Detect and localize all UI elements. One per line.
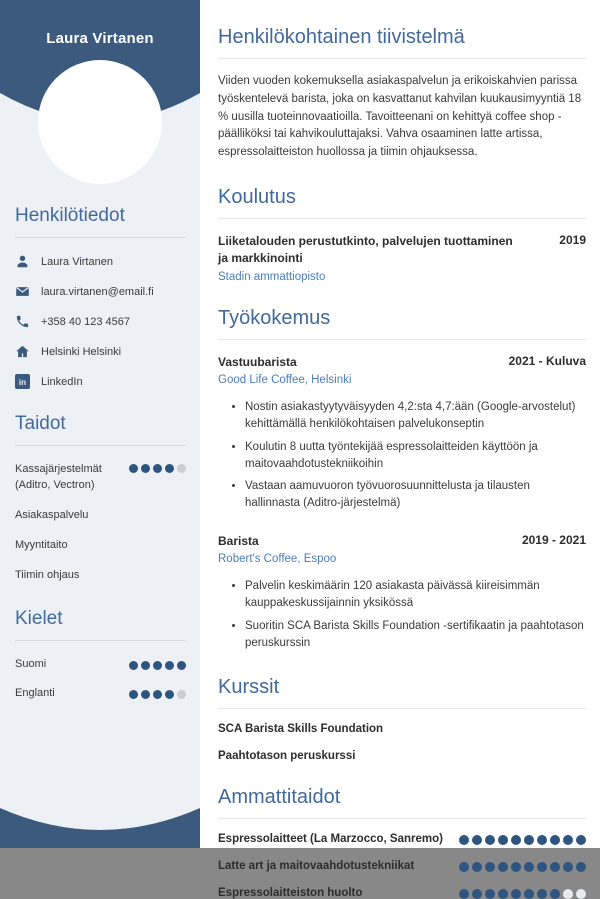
dot-filled (153, 661, 162, 670)
job-bullet: • Koulutin 8 uutta työntekijää espressolaitteiden käyttöön ja maitovaahdotustekniikoihin (245, 439, 586, 474)
contact-item (15, 254, 186, 269)
job-bullets (218, 578, 586, 652)
company-name: Robert's Coffee, Espoo (218, 553, 337, 566)
dot-filled (165, 661, 174, 670)
experience-entry (218, 533, 586, 652)
dot-empty (177, 464, 186, 473)
dot-filled (129, 690, 138, 699)
job-bullet: • Palvelin keskimäärin 120 asiakasta päivässä kiireisimmän kauppakeskussijainnin yksikössä (245, 578, 586, 613)
job-title: Barista (218, 533, 259, 548)
rating-dots (459, 835, 586, 845)
language-label: Suomi (15, 657, 47, 670)
dot-filled (563, 835, 573, 845)
person-icon (15, 254, 30, 269)
section-professional-skills (218, 786, 586, 899)
dot-filled (524, 835, 534, 845)
dot-filled (141, 661, 150, 670)
dot-empty (563, 889, 573, 899)
professional-skill-label: Espressolaitteet (La Marzocco, Sanremo) (218, 833, 443, 846)
job-bullet: • Vastaan aamuvuoron työvuorosuunnittelusta ja tilausten hallinnasta (Aditro-järjestelmä) (245, 478, 586, 513)
contact-item-text: +358 40 123 4567 (41, 315, 131, 328)
dot-filled (563, 862, 573, 872)
dot-filled (177, 661, 186, 670)
skills-section-title: Taidot (15, 413, 186, 446)
rating-dots (129, 661, 186, 670)
skills-list (15, 462, 186, 584)
section-experience (218, 307, 586, 652)
dot-filled (141, 690, 150, 699)
phone-icon (15, 314, 30, 329)
skill-row (15, 568, 186, 584)
dot-filled (129, 661, 138, 670)
dot-filled (498, 835, 508, 845)
dot-filled (485, 835, 495, 845)
summary-text: Viiden vuoden kokemuksella asiakaspalvelun ja erikoiskahvien parissa työskentelevä barista, joka on kasvattanut kahvilan kuukausimyyntiä 18 % uusilla tuoteinnovaatioilla. Tavoitteenani on kehittyä coffee shop -päälliköksi tai kahvikouluttajaksi. Vahva osaaminen latte artissa, espressolaitteiston huollossa ja tiimin ohjauksessa. (218, 75, 582, 159)
job-dates: 2019 - 2021 (521, 532, 586, 547)
home-icon (15, 344, 30, 359)
dot-filled (459, 835, 469, 845)
skill-label: Tiimin ohjaus (15, 568, 80, 581)
contact-item (15, 314, 186, 329)
photo-placeholder (38, 60, 162, 184)
dot-filled (141, 464, 150, 473)
dot-filled (498, 889, 508, 899)
school-name: Stadin ammattiopisto (218, 270, 326, 283)
language-row (15, 657, 186, 673)
professional-skill-row (218, 887, 586, 899)
contact-item-text: LinkedIn (41, 375, 83, 388)
experience-section-title: Työkokemus (218, 307, 586, 340)
dot-filled (537, 862, 547, 872)
contact-item-text: Laura Virtanen (41, 255, 113, 268)
professional-skill-label: Latte art ja maitovaahdotustekniikat (218, 860, 415, 873)
skill-label: Asiakaspalvelu (15, 508, 89, 521)
education-date: 2019 (559, 233, 586, 248)
job-title: Vastuubarista (218, 354, 297, 369)
dot-filled (537, 889, 547, 899)
contact-item (15, 344, 186, 359)
language-row (15, 686, 186, 702)
professional-skills-section-title: Ammattitaidot (218, 786, 586, 819)
skill-label: Kassajärjestelmät (Aditro, Vectron) (15, 463, 102, 491)
education-section-title: Koulutus (218, 186, 586, 219)
dot-filled (576, 835, 586, 845)
contact-item (15, 374, 186, 389)
dot-filled (550, 889, 560, 899)
dot-filled (459, 862, 469, 872)
footer-banner-shape (0, 806, 200, 848)
svg-text:in: in (18, 377, 27, 387)
section-contact (15, 205, 186, 389)
experience-entries (218, 354, 586, 652)
dot-filled (153, 464, 162, 473)
section-skills (15, 413, 186, 584)
section-education (218, 186, 586, 283)
dot-filled (511, 862, 521, 872)
dot-filled (472, 835, 482, 845)
contact-item-text: Helsinki Helsinki (41, 345, 122, 358)
education-entry-head (218, 233, 586, 268)
dot-empty (576, 889, 586, 899)
dot-filled (472, 862, 482, 872)
job-bullet: • Nostin asiakastyytyväisyyden 4,2:sta 4,7:ään (Google-arvostelut) kehittämällä henkilökohtaisen palvelukonseptin (245, 399, 586, 434)
dot-filled (153, 690, 162, 699)
language-label: Englanti (15, 686, 55, 699)
course-item: Paahtotason peruskurssi (218, 750, 356, 763)
section-languages (15, 608, 186, 702)
courses-list (218, 723, 586, 762)
contact-section-title: Henkilötiedot (15, 205, 186, 238)
course-item: SCA Barista Skills Foundation (218, 723, 384, 736)
skill-row (15, 508, 186, 524)
education-entries (218, 233, 586, 283)
dot-filled (511, 835, 521, 845)
dot-filled (129, 464, 138, 473)
dot-filled (165, 464, 174, 473)
experience-entry-head (218, 533, 586, 550)
dot-filled (485, 862, 495, 872)
languages-list (15, 657, 186, 702)
dot-filled (472, 889, 482, 899)
degree-title: Liiketalouden perustutkinto, palvelujen tuottaminen ja markkinointi (218, 234, 513, 266)
contact-item (15, 284, 186, 299)
job-dates: 2021 - Kuluva (508, 353, 586, 368)
dot-filled (165, 690, 174, 699)
dot-filled (511, 889, 521, 899)
email-icon (15, 284, 30, 299)
professional-skills-list (218, 833, 586, 899)
experience-entry-head (218, 354, 586, 371)
dot-filled (498, 862, 508, 872)
dot-filled (550, 862, 560, 872)
professional-skill-row (218, 860, 586, 872)
job-bullet: • Suoritin SCA Barista Skills Foundation -sertifikaatin ja paahtotason peruskurssin (245, 618, 586, 653)
dot-filled (524, 889, 534, 899)
candidate-name: Laura Virtanen (46, 30, 154, 47)
courses-section-title: Kurssit (218, 676, 586, 709)
skill-row (15, 462, 186, 494)
contact-item-text: laura.virtanen@email.fi (41, 285, 154, 298)
main-column (200, 0, 600, 899)
summary-section-title: Henkilökohtainen tiivistelmä (218, 26, 586, 59)
skill-row (15, 538, 186, 554)
section-courses (218, 676, 586, 762)
linkedin-icon (15, 374, 30, 389)
skill-label: Myyntitaito (15, 538, 68, 551)
contact-list (15, 254, 186, 389)
sidebar-content (15, 205, 186, 726)
dot-filled (524, 862, 534, 872)
dot-filled (537, 835, 547, 845)
rating-dots (459, 862, 586, 872)
education-entry (218, 233, 586, 283)
experience-entry (218, 354, 586, 513)
dot-filled (485, 889, 495, 899)
dot-empty (177, 690, 186, 699)
section-summary (218, 26, 586, 162)
rating-dots (129, 464, 186, 473)
rating-dots (459, 889, 586, 899)
professional-skill-row (218, 833, 586, 845)
dot-filled (576, 862, 586, 872)
job-bullets (218, 399, 586, 513)
sidebar (0, 0, 200, 848)
professional-skill-label: Espressolaitteiston huolto (218, 887, 363, 899)
dot-filled (459, 889, 469, 899)
company-name: Good Life Coffee, Helsinki (218, 374, 352, 387)
languages-section-title: Kielet (15, 608, 186, 641)
rating-dots (129, 690, 186, 699)
dot-filled (550, 835, 560, 845)
header-banner-shape (0, 0, 200, 190)
